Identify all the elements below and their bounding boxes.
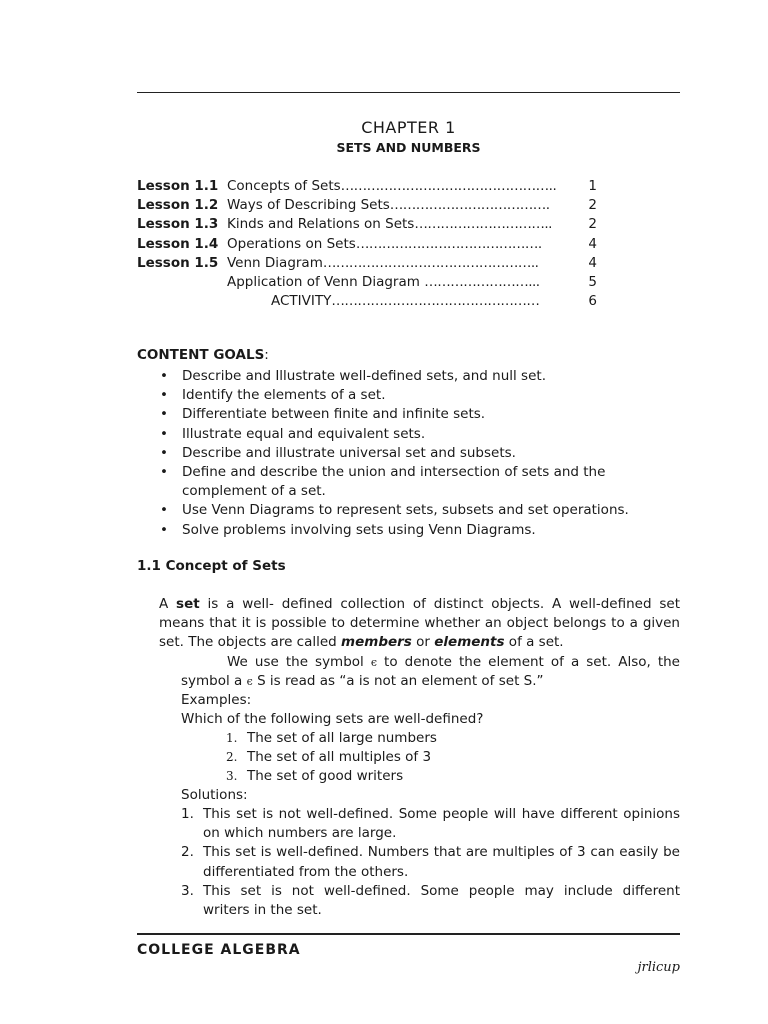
- list-item: 1. This set is not well-defined. Some people will have different opinions on which numbers are large.: [181, 806, 680, 842]
- toc-leader-dots: …………………………..: [414, 216, 552, 233]
- list-item: 1. The set of all large numbers: [226, 730, 437, 746]
- toc-title: Concepts of Sets…………………………………………..: [227, 178, 557, 194]
- footer-author-signature: jrlicup: [637, 960, 680, 975]
- toc-leader-dots: ……………………...: [424, 273, 540, 290]
- toc-page-number: 1: [588, 178, 597, 194]
- list-item: • Solve problems involving sets using Venn Diagrams.: [137, 521, 680, 540]
- toc-page-number: 2: [588, 197, 597, 214]
- toc-row: [137, 215, 597, 234]
- toc-page-number: 5: [588, 273, 597, 290]
- toc-lesson-label: Lesson 1.5: [137, 254, 219, 271]
- element-symbol: ϵ: [370, 656, 378, 669]
- chapter-subtitle: SETS AND NUMBERS: [336, 140, 481, 155]
- list-item: • Define and describe the union and intersection of sets and the complement of a set.: [160, 464, 606, 500]
- toc-title: ACTIVITY…………………………………………: [271, 293, 540, 310]
- definition-paragraph: A set is a well- defined collection of distinct objects. A well-defined set means that it is possible to determine whether an object belongs to a given set. The objects are called members or elements of a set.: [159, 596, 680, 651]
- toc-lesson-label: Lesson 1.1: [137, 178, 219, 194]
- term-set: set: [176, 596, 200, 612]
- chapter-title: CHAPTER 1: [361, 118, 456, 137]
- list-item: • Describe and Illustrate well-defined sets, and null set.: [137, 367, 680, 386]
- term-elements: elements: [434, 634, 505, 651]
- toc-page-number: 2: [588, 216, 597, 233]
- toc-row: [137, 196, 597, 215]
- toc-page-number: 4: [588, 235, 597, 252]
- list-item: • Illustrate equal and equivalent sets.: [137, 425, 680, 444]
- content-goals-list: [137, 367, 680, 540]
- solutions-label: Solutions:: [181, 787, 248, 803]
- list-item: 2. This set is well-defined. Numbers that are multiples of 3 can easily be differentiated from the others.: [181, 844, 680, 880]
- toc-page-number: 6: [588, 293, 597, 310]
- toc-row: [137, 235, 597, 254]
- bullet-icon: •: [160, 406, 168, 423]
- toc-leader-dots: ……………………………….: [389, 197, 550, 214]
- footer-rule: [137, 933, 680, 935]
- footer-course-title: COLLEGE ALGEBRA: [137, 942, 301, 958]
- toc-leader-dots: …………………………………………..: [322, 254, 539, 271]
- toc-leader-dots: …………………………………….: [355, 235, 542, 252]
- list-item: 2. The set of all multiples of 3: [226, 749, 432, 766]
- bullet-icon: •: [160, 368, 168, 384]
- toc-row: [137, 254, 597, 273]
- element-symbol: ϵ: [246, 675, 253, 689]
- list-item: 3. The set of good writers: [226, 768, 404, 785]
- content-goals-heading: CONTENT GOALS:: [137, 347, 269, 363]
- list-item: 3. This set is not well-defined. Some people may include different writers in the set.: [181, 882, 680, 919]
- toc-leader-dots: …………………………………………: [331, 293, 540, 310]
- bullet-icon: •: [160, 387, 168, 404]
- bullet-icon: •: [160, 444, 168, 461]
- toc-row: [137, 273, 597, 292]
- examples-question: Which of the following sets are well-defined?: [181, 711, 484, 727]
- toc-page-number: 4: [588, 254, 597, 271]
- table-of-contents: [137, 177, 597, 311]
- examples-label: Examples:: [181, 692, 252, 708]
- toc-leader-dots: …………………………………………..: [340, 178, 557, 194]
- term-members: members: [341, 634, 412, 651]
- examples-list: [181, 729, 680, 787]
- list-item: • Differentiate between finite and infinite sets.: [137, 405, 680, 424]
- bullet-icon: •: [160, 425, 168, 442]
- toc-row: [137, 177, 597, 196]
- toc-title: Application of Venn Diagram ……………………...: [227, 273, 540, 290]
- symbol-paragraph: We use the symbol ϵ to denote the element of a set. Also, the symbol a ϵ S is read as “a is not an element of set S.”: [181, 654, 680, 690]
- toc-title: Kinds and Relations on Sets…………………………..: [227, 216, 552, 233]
- toc-lesson-label: Lesson 1.4: [137, 235, 219, 252]
- bullet-icon: •: [160, 502, 168, 519]
- bullet-icon: •: [160, 464, 168, 481]
- toc-title: Operations on Sets…………………………………….: [227, 235, 542, 252]
- list-item: • Describe and illustrate universal set and subsets.: [137, 444, 680, 463]
- toc-title: Venn Diagram…………………………………………..: [227, 254, 539, 271]
- list-item: • Use Venn Diagrams to represent sets, subsets and set operations.: [137, 501, 680, 520]
- toc-row: [137, 292, 597, 311]
- toc-title: Ways of Describing Sets……………………………….: [227, 197, 550, 214]
- toc-lesson-label: Lesson 1.2: [137, 197, 219, 214]
- bullet-icon: •: [160, 521, 168, 538]
- header-rule: [137, 92, 680, 93]
- solutions-list: [181, 805, 680, 920]
- toc-lesson-label: Lesson 1.3: [137, 216, 219, 233]
- list-item: • Identify the elements of a set.: [137, 386, 680, 405]
- section-heading: 1.1 Concept of Sets: [137, 558, 286, 574]
